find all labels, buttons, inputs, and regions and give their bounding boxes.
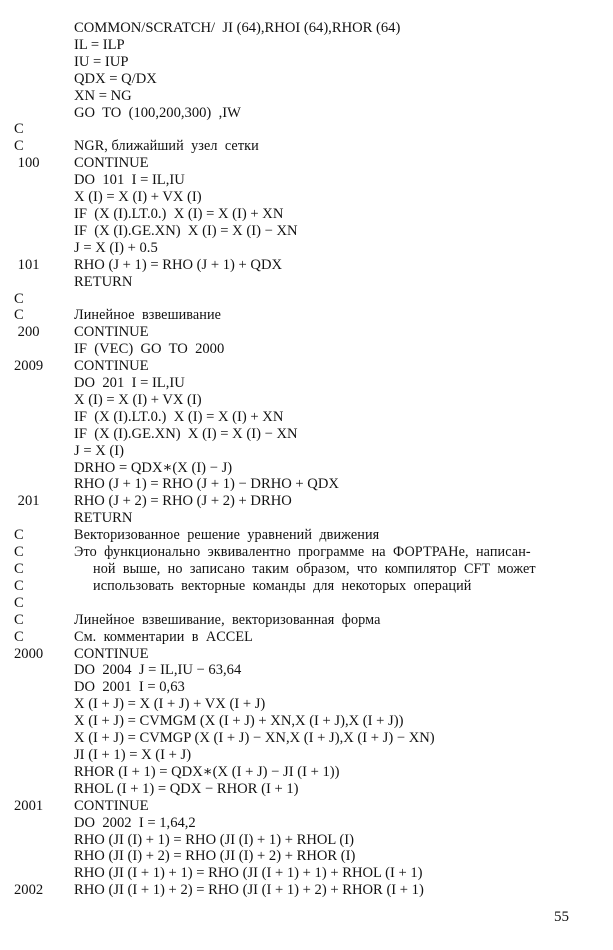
code-line <box>0 662 613 679</box>
page-number: 55 <box>554 909 569 925</box>
code-line <box>0 544 613 561</box>
code-text: CONTINUE <box>74 645 149 662</box>
statement-label: 201 <box>14 493 40 510</box>
code-line <box>0 882 613 899</box>
code-line <box>0 54 613 71</box>
code-text: IF (X (I).LT.0.) X (I) = X (I) + XN <box>74 408 284 425</box>
code-line <box>0 240 613 257</box>
code-text: ной выше, но записано таким образом, что компилятор CFT может <box>93 561 536 577</box>
code-line <box>0 848 613 865</box>
code-line <box>0 578 613 595</box>
code-line <box>0 20 613 37</box>
statement-label: 2009 <box>14 358 44 375</box>
code-line <box>0 476 613 493</box>
code-text: CONTINUE <box>74 797 149 814</box>
statement-label: C <box>14 628 24 645</box>
code-text: CONTINUE <box>74 155 149 172</box>
code-line <box>0 189 613 206</box>
statement-label: 2000 <box>14 645 44 662</box>
code-text: CONTINUE <box>74 358 149 375</box>
code-line <box>0 105 613 122</box>
code-text: IF (X (I).GE.XN) X (I) = X (I) − XN <box>74 425 298 442</box>
code-text: DO 2002 I = 1,64,2 <box>74 814 196 831</box>
code-text: COMMON/SCRATCH/ JI (64),RHOI (64),RHOR (64) <box>74 20 401 36</box>
code-text: DRHO = QDX∗(X (I) − J) <box>74 459 233 476</box>
code-line <box>0 510 613 527</box>
code-text: RHOR (I + 1) = QDX∗(X (I + J) − JI (I + 1)) <box>74 763 340 780</box>
code-line <box>0 561 613 578</box>
statement-label: C <box>14 290 24 307</box>
code-line <box>0 815 613 832</box>
code-line <box>0 37 613 54</box>
code-line <box>0 443 613 460</box>
code-line <box>0 730 613 747</box>
code-line <box>0 358 613 375</box>
statement-label: C <box>14 561 24 577</box>
code-line <box>0 832 613 849</box>
code-text: RHO (JI (I) + 2) = RHO (JI (I) + 2) + RHOR (I) <box>74 848 356 865</box>
code-line <box>0 612 613 629</box>
code-text: RHO (JI (I + 1) + 2) = RHO (JI (I + 1) + 2) + RHOR (I + 1) <box>74 882 424 899</box>
code-line <box>0 764 613 781</box>
code-text: X (I) = X (I) + VX (I) <box>74 189 202 206</box>
code-text: CONTINUE <box>74 324 149 341</box>
code-text: См. комментарии в ACCEL <box>74 628 253 645</box>
code-line <box>0 460 613 477</box>
code-text: Это функционально эквивалентно программе на ФОРТРАНе, написан- <box>74 544 531 561</box>
statement-label: 100 <box>14 155 40 172</box>
code-text: NGR, ближайший узел сетки <box>74 138 259 155</box>
statement-label: C <box>14 138 24 155</box>
code-text: X (I) = X (I) + VX (I) <box>74 391 202 408</box>
code-line <box>0 375 613 392</box>
code-text: GO TO (100,200,300) ,IW <box>74 104 241 121</box>
statement-label: C <box>14 307 24 324</box>
code-line <box>0 392 613 409</box>
statement-label: C <box>14 611 24 628</box>
code-text: RHOL (I + 1) = QDX − RHOR (I + 1) <box>74 780 299 797</box>
code-line <box>0 307 613 324</box>
code-line <box>0 121 613 138</box>
statement-label: C <box>14 121 24 138</box>
code-line <box>0 172 613 189</box>
code-line <box>0 138 613 155</box>
code-line <box>0 291 613 308</box>
statement-label: 200 <box>14 324 40 341</box>
code-line <box>0 409 613 426</box>
code-line <box>0 88 613 105</box>
code-line <box>0 595 613 612</box>
statement-label: 2002 <box>14 882 44 899</box>
code-text: использовать векторные команды для некоторых операций <box>93 577 472 594</box>
code-text: Векторизованное решение уравнений движения <box>74 527 380 544</box>
code-text: QDX = Q/DX <box>74 70 157 87</box>
code-text: Линейное взвешивание, векторизованная форма <box>74 611 381 628</box>
code-line <box>0 781 613 798</box>
code-line <box>0 527 613 544</box>
code-line <box>0 341 613 358</box>
code-text: J = X (I) <box>74 442 124 459</box>
code-line <box>0 71 613 88</box>
code-text: XN = NG <box>74 87 132 104</box>
statement-label: 2001 <box>14 797 44 814</box>
code-line <box>0 155 613 172</box>
code-text: RETURN <box>74 510 133 527</box>
code-text: DO 2001 I = 0,63 <box>74 679 185 696</box>
code-line <box>0 747 613 764</box>
code-line <box>0 696 613 713</box>
code-text: JI (I + 1) = X (I + J) <box>74 746 192 763</box>
code-text: RHO (JI (I) + 1) = RHO (JI (I) + 1) + RHOL (I) <box>74 831 355 848</box>
code-line <box>0 223 613 240</box>
code-line <box>0 713 613 730</box>
code-line <box>0 324 613 341</box>
code-text: X (I + J) = CVMGP (X (I + J) − XN,X (I + J),X (I + J) − XN) <box>74 730 435 747</box>
code-text: RETURN <box>74 273 133 290</box>
code-text: IF (VEC) GO TO 2000 <box>74 341 225 358</box>
code-line <box>0 206 613 223</box>
code-line <box>0 865 613 882</box>
statement-label: C <box>14 594 24 611</box>
fortran-listing <box>0 20 613 899</box>
code-line <box>0 493 613 510</box>
code-text: RHO (J + 1) = RHO (J + 1) − DRHO + QDX <box>74 476 339 493</box>
code-line <box>0 629 613 646</box>
code-text: RHO (JI (I + 1) + 1) = RHO (JI (I + 1) + 1) + RHOL (I + 1) <box>74 865 423 882</box>
code-text: J = X (I) + 0.5 <box>74 239 158 256</box>
code-text: X (I + J) = CVMGM (X (I + J) + XN,X (I + J),X (I + J)) <box>74 713 404 730</box>
code-text: DO 201 I = IL,IU <box>74 375 185 392</box>
code-text: X (I + J) = X (I + J) + VX (I + J) <box>74 696 266 713</box>
code-line <box>0 646 613 663</box>
statement-label: C <box>14 527 24 544</box>
code-line <box>0 679 613 696</box>
code-text: IF (X (I).LT.0.) X (I) = X (I) + XN <box>74 205 284 222</box>
code-line <box>0 274 613 291</box>
code-line <box>0 257 613 274</box>
statement-label: 101 <box>14 256 40 273</box>
code-line <box>0 798 613 815</box>
code-text: IL = ILP <box>74 36 125 53</box>
statement-label: C <box>14 544 24 561</box>
code-text: DO 2004 J = IL,IU − 63,64 <box>74 662 242 679</box>
code-text: Линейное взвешивание <box>74 307 222 324</box>
code-text: IF (X (I).GE.XN) X (I) = X (I) − XN <box>74 222 298 239</box>
code-text: DO 101 I = IL,IU <box>74 172 185 189</box>
code-text: RHO (J + 1) = RHO (J + 1) + QDX <box>74 256 283 273</box>
code-text: RHO (J + 2) = RHO (J + 2) + DRHO <box>74 493 292 510</box>
code-line <box>0 426 613 443</box>
statement-label: C <box>14 577 24 594</box>
code-text: IU = IUP <box>74 53 129 70</box>
